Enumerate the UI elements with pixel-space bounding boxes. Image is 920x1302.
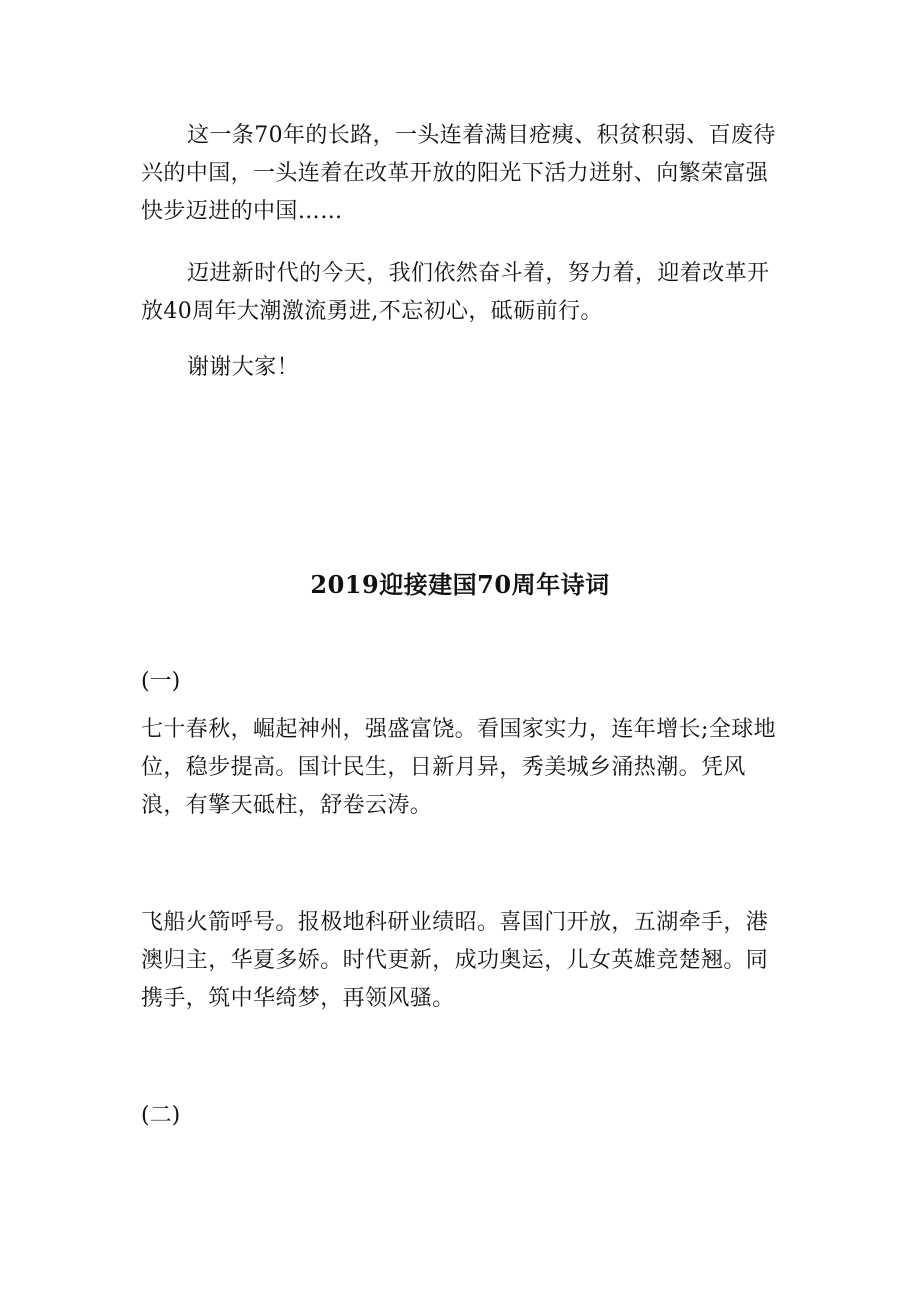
speech-closing: 谢谢大家！ [187, 355, 300, 380]
poem-stanza-1: 七十春秋，崛起神州，强盛富饶。看国家实力，连年增长;全球地位，稳步提高。国计民生，日新月异，秀美城乡涌热潮。凭风浪，有擎天砥柱，舒卷云涛。 [141, 717, 777, 818]
speech-paragraph-1: 这一条70年的长路，一头连着满目疮痍、积贫积弱、百废待兴的中国，一头连着在改革开放的阳光下活力迸射、向繁荣富强快步迈进的中国…… [141, 123, 776, 224]
poem-title: 2019迎接建国70周年诗词 [310, 570, 610, 599]
speech-paragraph-2: 迈进新时代的今天，我们依然奋斗着，努力着，迎着改革开放40周年大潮激流勇进,不忘初心，砥砺前行。 [141, 261, 770, 324]
poem-stanza-2: 飞船火箭呼号。报极地科研业绩昭。喜国门开放，五湖牵手，港澳归主，华夏多娇。时代更新，成功奥运，儿女英雄竞楚翘。同携手，筑中华绮梦，再领风骚。 [141, 910, 769, 1011]
section-1-label: (一) [141, 669, 181, 694]
section-2-label: (二) [141, 1103, 181, 1128]
